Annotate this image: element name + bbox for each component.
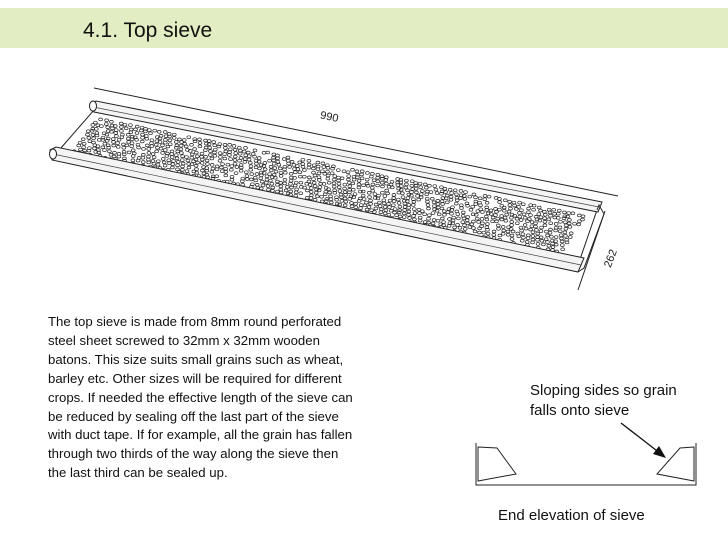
end-elevation-drawing: [476, 443, 696, 485]
length-label: 990: [319, 109, 340, 125]
width-label: 262: [602, 247, 620, 270]
slide-title: 4.1. Top sieve: [83, 19, 213, 42]
sloping-sides-callout: Sloping sides so grain falls onto sieve: [530, 382, 677, 419]
callout-arrow: [621, 423, 666, 458]
end-elevation-caption: End elevation of sieve: [498, 507, 645, 524]
description-text: The top sieve is made from 8mm round perforated steel sheet screwed to 32mm x 32mm wooden batons. This size suits small grains such as wheat, barley etc. Other sizes will be required for different crops. If needed the effective length of the sieve can be reduced by sealing off the last part of the sieve with duct tape. If for example, all the grain has fallen through two thirds of the way along the sieve then the last third can be sealed up.: [48, 314, 353, 481]
